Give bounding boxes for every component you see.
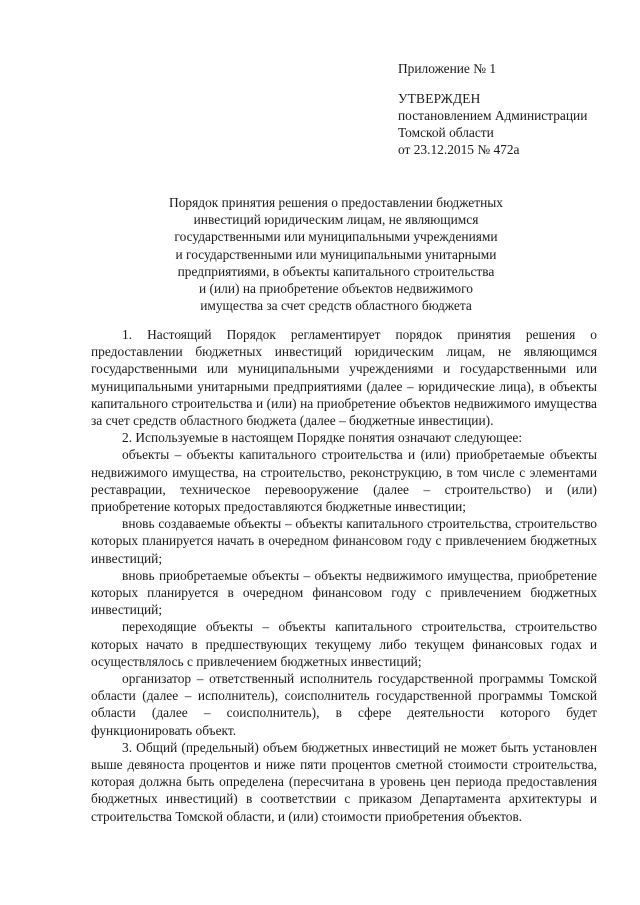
title-line: имущества за счет средств областного бюджета bbox=[200, 298, 472, 314]
title-line: государственными или муниципальными учреждениями bbox=[174, 229, 498, 245]
approved-by-line-1: постановлением Администрации bbox=[398, 108, 588, 123]
annex-number: Приложение № 1 bbox=[398, 61, 497, 76]
document-title bbox=[150, 194, 522, 314]
definition-new-built-objects: вновь создаваемые объекты – объекты капитального строительства, строительство которых планируется начать в очередном финансовом году с привлечением бюджетных инвестиций; bbox=[91, 516, 597, 566]
definition-ongoing-objects: переходящие объекты – объекты капитального строительства, строительство которых начато в предшествующих текущему либо текущем финансовых годах и осуществлялось с привлечением бюджетных инвестиций; bbox=[91, 619, 597, 669]
document-body bbox=[91, 326, 597, 825]
approved-date: от 23.12.2015 № 472а bbox=[398, 142, 520, 157]
approval-block bbox=[398, 60, 618, 158]
paragraph-3: 3. Общий (предельный) объем бюджетных инвестиций не может быть установлен выше девяноста процентов и ниже пяти процентов сметной стоимости строительства, которая должна быть определена (пересчитана в уровень цен периода предоставления бюджетных инвестиций) в соответствии с приказом Департамента архитектуры и строительства Томской области, и (или) стоимости приобретения объектов. bbox=[91, 739, 597, 824]
approved-by-line-2: Томской области bbox=[398, 125, 494, 140]
definition-organizer: организатор – ответственный исполнитель государственной программы Томской области (далее – исполнитель), соисполнитель государственной программы Томской области (далее – соисполнитель), в сфере деятельности которого будет функционировать объект. bbox=[91, 671, 597, 738]
definition-objects: объекты – объекты капитального строительства и (или) приобретаемые объекты недвижимого имущества, на строительство, реконструкцию, в том числе с элементами реставрации, техническое перевооружение (далее – строительство) и (или) приобретение которых предоставляются бюджетные инвестиции; bbox=[91, 447, 597, 515]
title-line: инвестиций юридическим лицам, не являющимся bbox=[193, 212, 479, 228]
title-line: и (или) на приобретение объектов недвижимого bbox=[199, 281, 473, 297]
paragraph-1: 1. Настоящий Порядок регламентирует порядок принятия решения о предоставлении бюджетных инвестиций юридическим лицам, не являющимся государственными или муниципальными учреждениями и государственными или муниципальными унитарными предприятиями (далее – юридические лица), в объекты капитального строительства и (или) на приобретение объектов недвижимого имущества за счет средств областного бюджета (далее – бюджетные инвестиции). bbox=[91, 327, 597, 429]
paragraph-2: 2. Используемые в настоящем Порядке понятия означают следующее: bbox=[122, 430, 523, 446]
approved-label: УТВЕРЖДЕН bbox=[398, 91, 481, 106]
title-line: и государственными или муниципальными унитарными bbox=[175, 246, 497, 262]
definition-new-acquired-objects: вновь приобретаемые объекты – объекты недвижимого имущества, приобретение которых планируется в очередном финансовом году с привлечением бюджетных инвестиций; bbox=[91, 567, 597, 618]
title-line: предприятиями, в объекты капитального строительства bbox=[177, 263, 495, 279]
title-line: Порядок принятия решения о предоставлении бюджетных bbox=[169, 195, 503, 210]
